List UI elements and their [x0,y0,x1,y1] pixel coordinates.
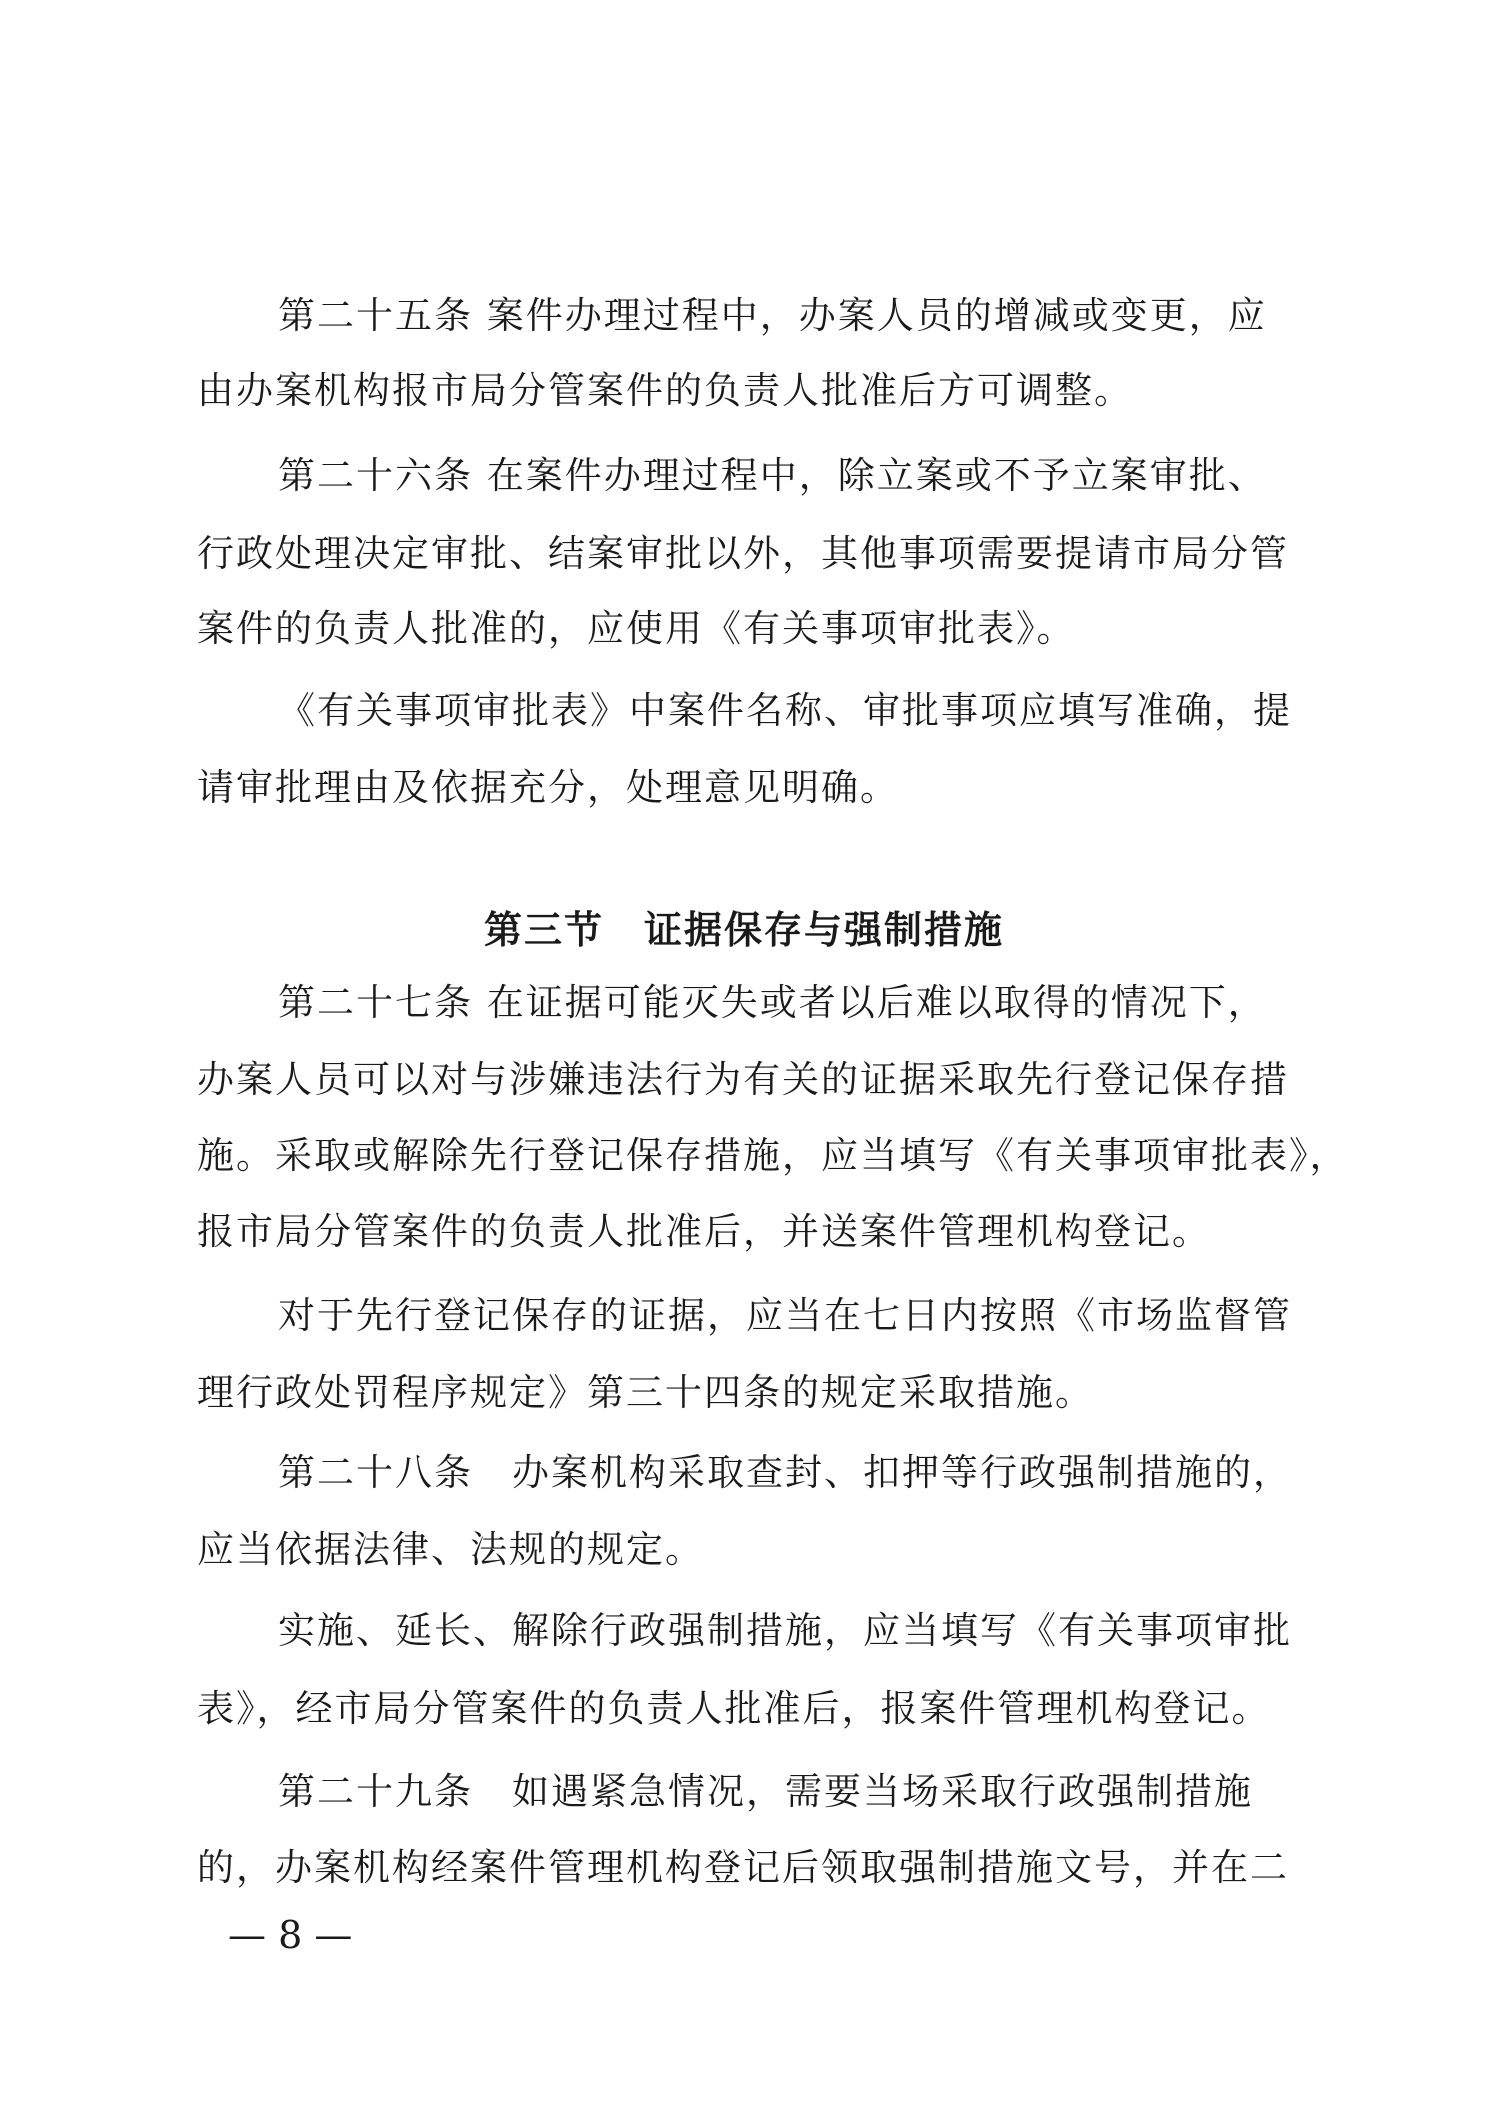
article-27-line-3: 施。采取或解除先行登记保存措施，应当填写《有关事项审批表》， [197,1134,1349,1177]
article-26-line-1: 第二十六条 在案件办理过程中，除立案或不予立案审批、 [278,454,1267,497]
article-27-line-4: 报市局分管案件的负责人批准后，并送案件管理机构登记。 [197,1210,1211,1253]
article-25-line-1: 第二十五条 案件办理过程中，办案人员的增减或变更，应 [278,294,1267,337]
article-29-line-1: 第二十九条 如遇紧急情况，需要当场采取行政强制措施 [278,1770,1253,1813]
article-28-para2-line-2: 表》，经市局分管案件的负责人批准后，报案件管理机构登记。 [197,1687,1271,1730]
article-28-para2-line-1: 实施、延长、解除行政强制措施，应当填写《有关事项审批 [278,1609,1292,1652]
article-28-line-1: 第二十八条 办案机构采取查封、扣押等行政强制措施的， [278,1451,1292,1494]
section-heading: 第三节 证据保存与强制措施 [483,908,1004,952]
article-26-para2-line-1: 《有关事项审批表》中案件名称、审批事项应填写准确，提 [278,689,1292,732]
article-26-line-3: 案件的负责人批准的，应使用《有关事项审批表》。 [197,607,1076,650]
article-27-para2-line-1: 对于先行登记保存的证据，应当在七日内按照《市场监督管 [278,1294,1292,1337]
article-26-line-2: 行政处理决定审批、结案审批以外，其他事项需要提请市局分管 [197,532,1289,575]
article-25-line-2: 由办案机构报市局分管案件的负责人批准后方可调整。 [197,369,1133,412]
article-27-line-2: 办案人员可以对与涉嫌违法行为有关的证据采取先行登记保存措 [197,1058,1289,1101]
article-26-para2-line-2: 请审批理由及依据充分，处理意见明确。 [197,766,899,809]
page-number: — 8 — [228,1913,353,1957]
article-28-line-2: 应当依据法律、法规的规定。 [197,1528,704,1571]
article-27-para2-line-2: 理行政处罚程序规定》第三十四条的规定采取措施。 [197,1371,1094,1414]
article-27-line-1: 第二十七条 在证据可能灭失或者以后难以取得的情况下， [278,981,1267,1024]
article-29-line-2: 的，办案机构经案件管理机构登记后领取强制措施文号，并在二 [197,1846,1289,1889]
